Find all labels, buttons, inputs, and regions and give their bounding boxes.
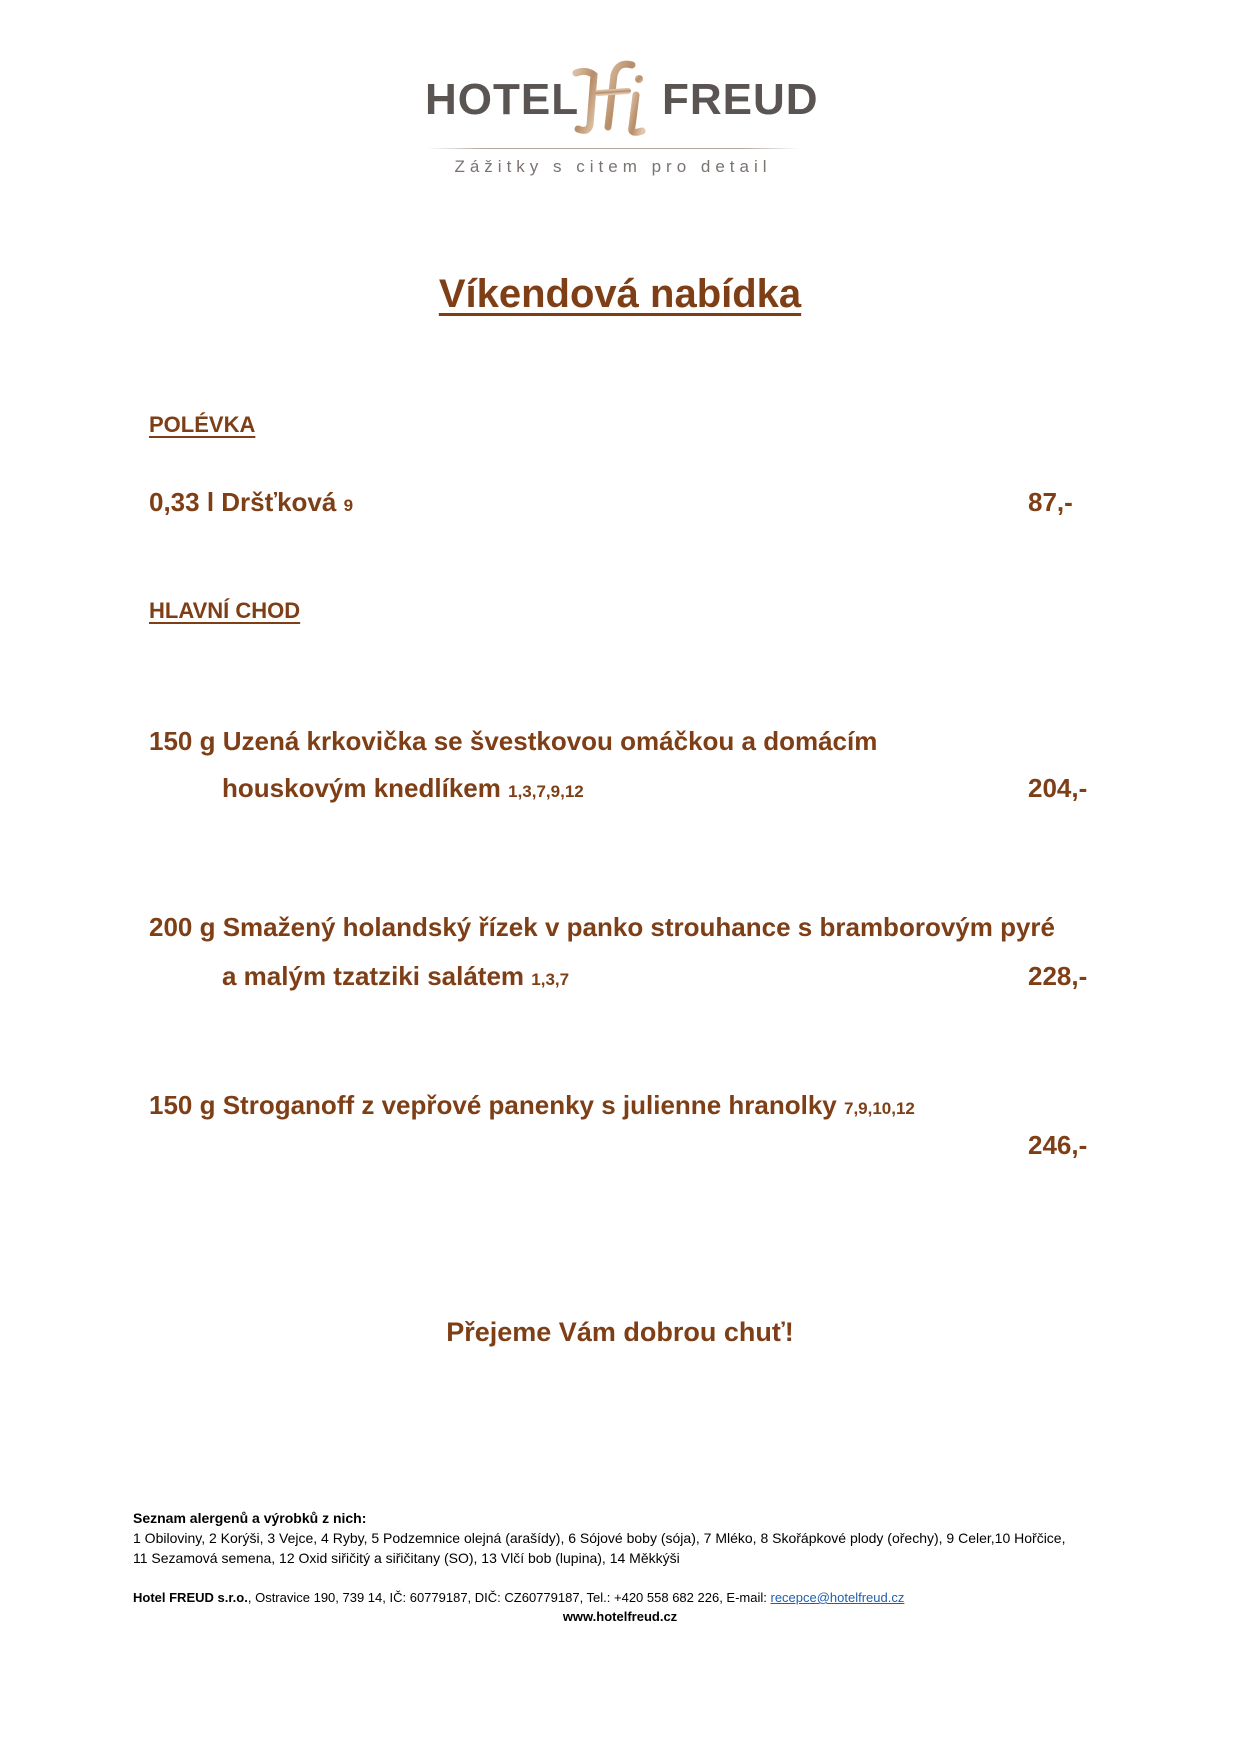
menu-item-main-1-line2 [222,773,584,804]
menu-item-main-1-line1: 150 g Uzená krkovička se švestkovou omáčkou a domácím [149,726,878,756]
company-name: Hotel FREUD s.r.o. [133,1590,248,1605]
menu-item-allergens: 7,9,10,12 [843,1099,915,1118]
menu-item-main-3 [149,1090,915,1121]
menu-item-main-2-line2 [222,961,569,992]
logo-text-hotel: HOTEL [425,75,580,124]
logo-divider [427,148,800,149]
allergen-list-line2: 11 Sezamová semena, 12 Oxid siřičitý a siřičitany (SO), 13 Vlčí bob (lupina), 14 Měkkýši [133,1550,680,1566]
logo-tagline: Zážitky s citem pro detail [454,157,772,176]
menu-item-price: 246,- [1028,1130,1088,1160]
menu-item-allergens: 1,3,7,9,12 [508,782,584,801]
allergen-list-line1: 1 Obiloviny, 2 Korýši, 3 Vejce, 4 Ryby, 5 Podzemnice olejná (arašídy), 6 Sójové boby (sója), 7 Mléko, 8 Skořápkové plody (ořechy), 9 Celer,10 Hořčice, [133,1530,1066,1546]
allergen-title-text: Seznam alergenů a výrobků z nich: [133,1510,367,1526]
menu-item-name: 0,33 l Dršťková [149,487,337,517]
menu-item-price: 87,- [1028,487,1073,517]
menu-item-name: a malým tzatziki salátem [222,961,525,991]
menu-item-allergens: 1,3,7 [531,970,570,989]
menu-item-main-2-line1: 200 g Smažený holandský řízek v panko strouhance s bramborovým pyré [149,912,1056,942]
menu-item-soup [149,487,353,518]
allergen-list-title [133,1508,366,1528]
section-heading-soup: POLÉVKA [149,412,256,437]
website [0,1607,1240,1627]
menu-item-name: houskovým knedlíkem [222,773,501,803]
email-link[interactable]: recepce@hotelfreud.cz [770,1590,905,1605]
company-info [133,1588,904,1608]
logo-text-freud: FREUD [662,75,819,124]
menu-item-price: 228,- [1028,961,1088,991]
menu-item-price: 204,- [1028,773,1088,803]
closing-message: Přejeme Vám dobrou chuť! [446,1317,794,1347]
website-link[interactable]: www.hotelfreud.cz [562,1609,678,1624]
company-details: , Ostravice 190, 739 14, IČ: 60779187, DIČ: CZ60779187, Tel.: +420 558 682 226, E-mail: [247,1590,771,1605]
page-title: Víkendová nabídka [438,272,802,316]
section-heading-main: HLAVNÍ CHOD [149,598,301,623]
hf-monogram-icon [568,55,658,137]
menu-item-allergens: 9 [343,496,354,515]
menu-item-name: 150 g Stroganoff z vepřové panenky s julienne hranolky [149,1090,837,1120]
